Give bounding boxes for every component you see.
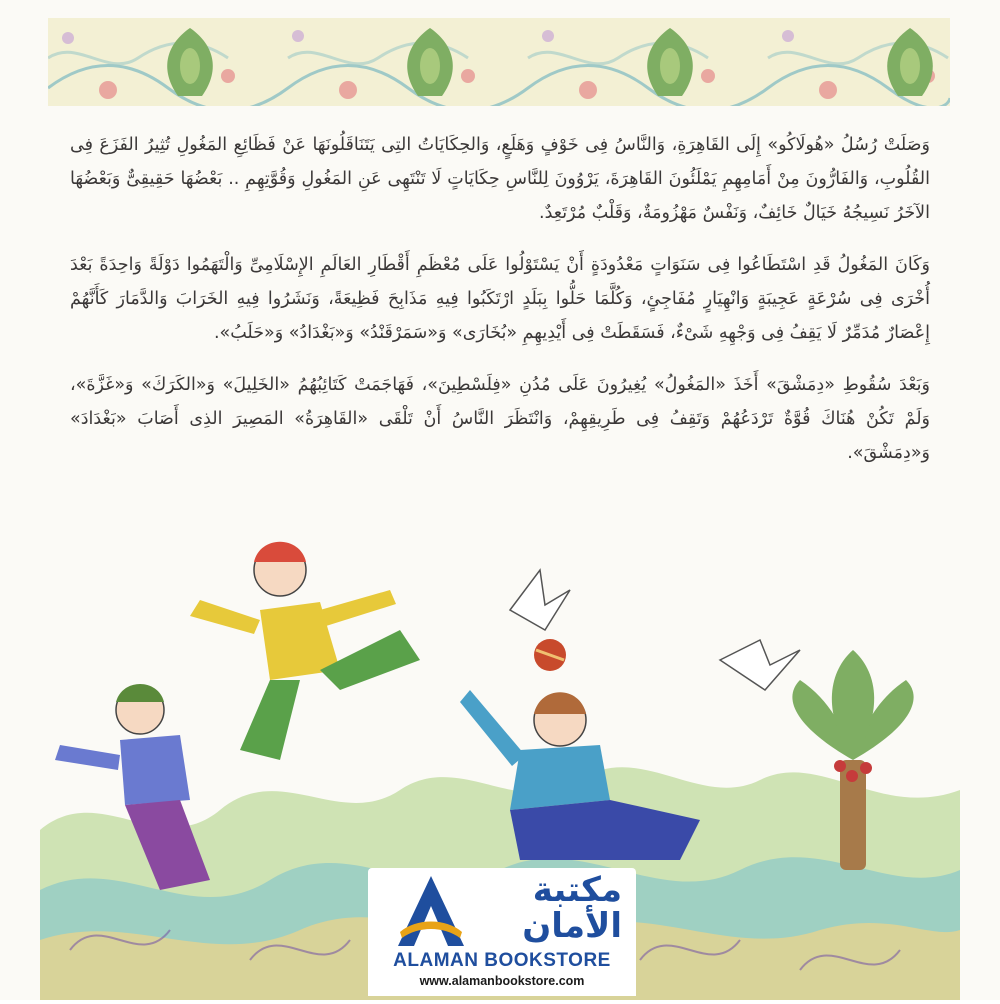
child-jumping [190, 542, 420, 760]
logo-website-url: www.alamanbookstore.com [419, 974, 585, 988]
story-text [70, 128, 930, 488]
story-paragraph-2: وَكَانَ المَغُولُ قَدِ اسْتَطَاعُوا فِى سَنَوَاتٍ مَعْدُودَةٍ أَنْ يَسْتَوْلُوا عَلَى مُعْظَمِ أَقْطَارِ العَالَمِ الإِسْلَامِىِّ وَالْتَهَمُوا دَوْلَةً وَاحِدَةً بَعْدَ أُخْرَى فِى سُرْعَةٍ عَجِيبَةٍ وَانْهِيَارٍ مُفَاجِئٍ، وَكُلَّمَا حَلُّوا بِبَلَدٍ ارْتَكَبُوا فِيهِ مَذَابِحَ فَظِيعَةً، وَنَشَرُوا فِيهِ الخَرَابَ وَالدَّمَارَ كَأَنَّهُمْ إِعْصَارٌ مُدَمِّرٌ لَا يَقِفُ فِى وَجْهِهِ شَىْءٌ، فَسَقَطَتْ فِى أَيْدِيهِمِ «بُخَارَى» وَ«سَمَرْقَنْدُ» وَ«بَغْدَادُ» وَ«حَلَبُ». [70, 255, 930, 343]
logo-arabic-line-1: مكتبة [532, 870, 622, 910]
story-paragraph-1: وَصَلَتْ رُسُلُ «هُولَاكُو» إِلَى القَاهِرَةِ، وَالنَّاسُ فِى خَوْفٍ وَهَلَعٍ، وَالحِكَايَاتُ التِى يَتَنَاقَلُونَهَا عَنْ فَظَائِعِ المَغُولِ تُثِيرُ الفَزَعَ فِى القُلُوبِ، وَالفَارُّونَ مِنْ أَمَامِهِمِ يَمْلَئُونَ القَاهِرَةَ، يَرْوُونَ لِلنَّاسِ حِكَايَاتٍ لَا تَنْتَهِى عَنِ المَغُولِ وَقُوَّتِهِمِ .. بَعْضُهَا حَقِيقِىٌّ وَبَعْضُهَا الآخَرُ نَسِيجُهُ خَيَالٌ خَائِفٌ، وَنَفْسٌ مَهْزُومَةٌ، وَقَلْبٌ مُرْتَعِدٌ. [70, 135, 930, 223]
bookstore-logo [368, 868, 636, 996]
logo-arabic-line-2: الأمان [522, 906, 622, 946]
logo-english-name: ALAMAN BOOKSTORE [393, 950, 611, 971]
ornamental-floral-border-icon [48, 18, 950, 106]
logo-arabic-name [522, 872, 622, 944]
ornamental-border [48, 18, 950, 106]
alaman-a-logo-icon [396, 874, 466, 952]
story-paragraph-3: وَبَعْدَ سُقُوطِ «دِمَشْقَ» أَخَذَ «المَغُولُ» يُغِيرُونَ عَلَى مُدُنِ «فِلَسْطِينَ»، فَهَاجَمَتْ كَتَائِبُهُمُ «الخَلِيلَ» وَ«الكَرَكَ» وَ«غَزَّةَ»، وَلَمْ تَكُنْ هُنَاكَ قُوَّةٌ تَرْدَعُهُمْ وَتَقِفُ فِى طَرِيقِهِمْ، وَانْتَظَرَ النَّاسُ أَنْ تَلْقَى «القَاهِرَةُ» المَصِيرَ الذِى أَصَابَ «بَغْدَادَ» وَ«دِمَشْقَ». [70, 375, 930, 463]
